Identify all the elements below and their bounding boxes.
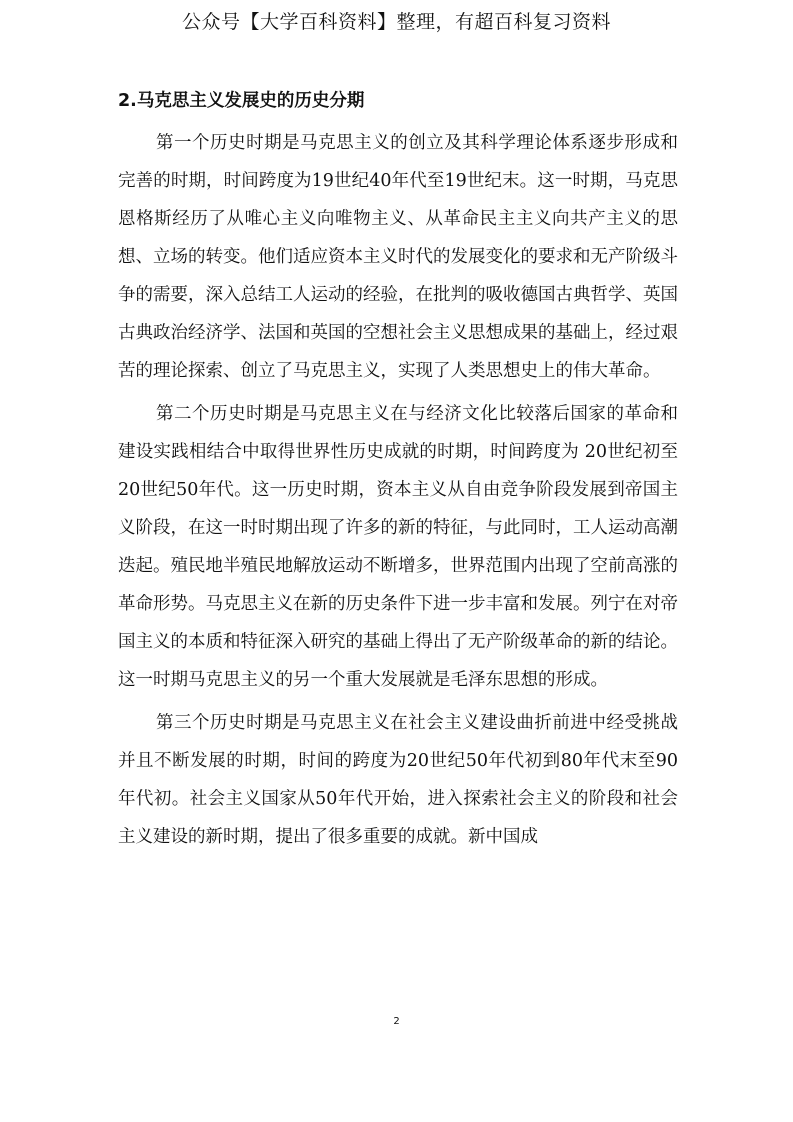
section-title: 2.马克思主义发展史的历史分期 bbox=[118, 91, 365, 111]
document-body bbox=[118, 84, 678, 861]
page-number: 2 bbox=[393, 1016, 400, 1027]
paragraph-second-period: 第二个历史时期是马克思主义在与经济文化比较落后国家的革命和建设实践相结合中取得世界性历史成就的时期，时间跨度为 20世纪初至20世纪50年代。这一历史时期，资本主义从自由竞争阶段发展到帝国主义阶段，在这一时时期出现了许多的新的特征，与此同时，工人运动高潮迭起。殖民地半殖民地解放运动不断增多，世界范围内出现了空前高涨的革命形势。马克思主义在新的历史条件下进一步丰富和发展。列宁在对帝国主义的本质和特征深入研究的基础上得出了无产阶级革命的新的结论。这一时期马克思主义的另一个重大发展就是毛泽东思想的形成。 bbox=[118, 404, 678, 690]
paragraph-first-period: 第一个历史时期是马克思主义的创立及其科学理论体系逐步形成和完善的时期，时间跨度为19世纪40年代至19世纪末。这一时期，马克思恩格斯经历了从唯心主义向唯物主义、从革命民主主义向共产主义的思想、立场的转变。他们适应资本主义时代的发展变化的要求和无产阶级斗争的需要，深入总结工人运动的经验，在批判的吸收德国古典哲学、英国古典政治经济学、法国和英国的空想社会主义思想成果的基础上，经过艰苦的理论探索、创立了马克思主义，实现了人类思想史上的伟大革命。 bbox=[118, 133, 678, 381]
paragraph-third-period: 第三个历史时期是马克思主义在社会主义建设曲折前进中经受挑战并且不断发展的时期，时间的跨度为20世纪50年代初到80年代末至90年代初。社会主义国家从50年代开始，进入探索社会主义的阶段和社会主义建设的新时期，提出了很多重要的成就。新中国成 bbox=[118, 713, 678, 847]
page-header: 公众号【大学百科资料】整理，有超百科复习资料 bbox=[181, 11, 611, 33]
